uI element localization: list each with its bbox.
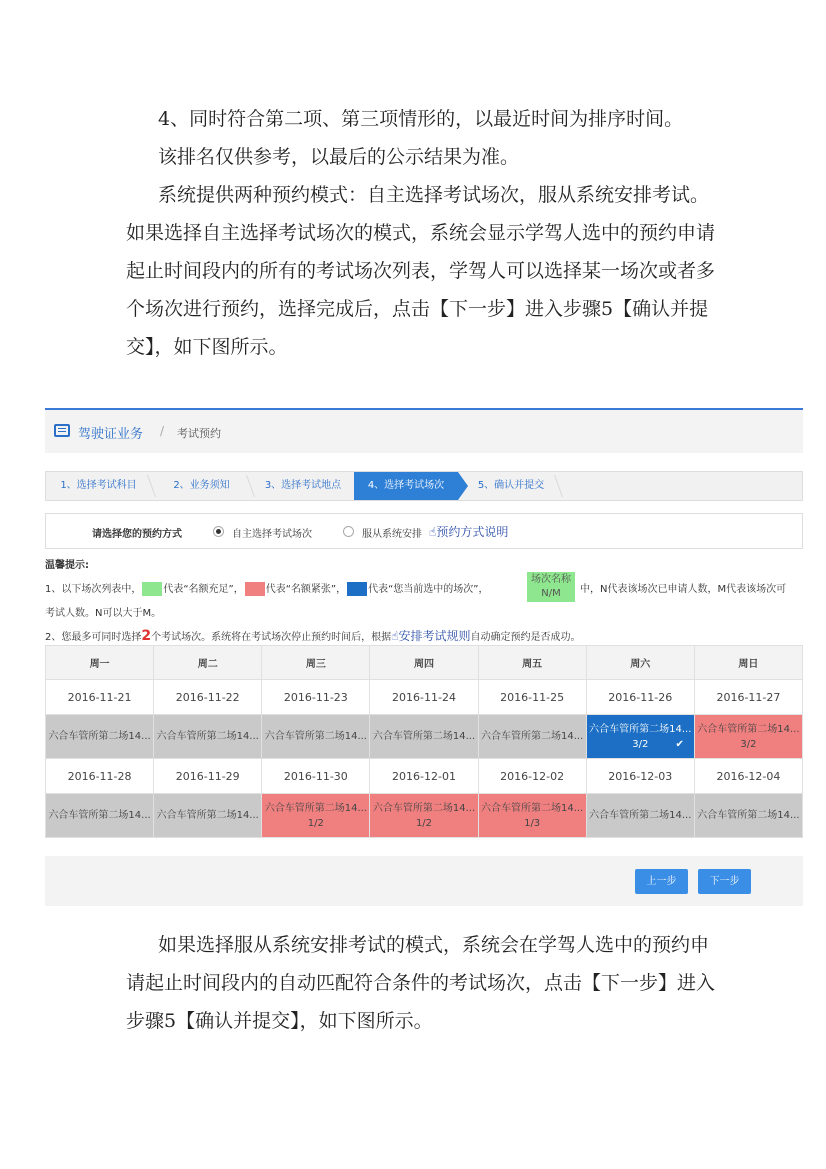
session-slot-selected[interactable]: [586, 715, 694, 759]
step-3[interactable]: [253, 472, 353, 500]
legend-sample-nm: N/M: [541, 588, 561, 599]
date-cell: 2016-11-30: [262, 759, 370, 794]
date-cell: 2016-11-28: [46, 759, 154, 794]
session-slot[interactable]: [262, 794, 370, 838]
session-slot[interactable]: [586, 794, 694, 838]
breadcrumb-separator: /: [160, 424, 165, 438]
weekday-thu: 周四: [370, 646, 478, 680]
rule-link[interactable]: ☝安排考试规则: [391, 629, 471, 643]
tip-text: 代表“名额紧张”，: [265, 584, 347, 595]
green-swatch: [142, 582, 162, 596]
step-4-label: 4、选择考试场次: [367, 480, 445, 491]
step-1-label: 1、选择考试科目: [60, 480, 137, 491]
step-1[interactable]: [46, 472, 151, 500]
prev-button[interactable]: 上一步: [635, 869, 688, 894]
session-slot[interactable]: [154, 794, 262, 838]
tip-text: 1、以下场次列表中，: [45, 584, 142, 595]
date-cell: 2016-12-04: [694, 759, 802, 794]
session-slot[interactable]: [46, 715, 154, 759]
session-name: 六合车管所第二场14...: [697, 723, 800, 735]
schedule-table: [45, 645, 803, 838]
tip-line-1b: 考试人数。N可以大于M。: [45, 608, 162, 619]
session-name: 六合车管所第二场14...: [589, 723, 692, 735]
mode-help-link[interactable]: ☝预约方式说明: [429, 525, 509, 539]
session-name: 六合车管所第二场14...: [48, 731, 151, 742]
step-bar: [45, 471, 803, 501]
session-count: 1/2: [307, 817, 324, 829]
tip-line-2: [45, 627, 580, 644]
booking-mode-label: 请选择您的预约方式: [92, 529, 182, 540]
tip-text: 代表“您当前选中的场次”，: [368, 584, 489, 595]
paragraph-3: 系统提供两种预约模式：自主选择考试场次，服从系统安排考试。如果选择自主选择考试场次的模式，系统会显示学驾人选中的预约申请起止时间段内的所有的考试场次列表，学驾人可以选择某一场次或者多个场次进行预约，选择完成后，点击【下一步】进入步骤5【确认并提交】，如下图所示。: [126, 184, 716, 358]
session-name: 六合车管所第二场14...: [264, 731, 367, 742]
paragraph-2: 该排名仅供参考，以最后的公示结果为准。: [158, 146, 520, 168]
session-name: 六合车管所第二场14...: [264, 802, 367, 814]
radio-system-assign[interactable]: [343, 526, 354, 537]
weekday-sun: 周日: [694, 646, 802, 680]
action-bar: [45, 856, 803, 906]
breadcrumb-title[interactable]: 驾驶证业务: [78, 427, 144, 442]
paragraph-1: 4、同时符合第二项、第三项情形的，以最近时间为排序时间。: [158, 108, 684, 130]
session-name: 六合车管所第二场14...: [48, 810, 151, 821]
table-row: [46, 680, 803, 715]
date-cell: 2016-11-21: [46, 680, 154, 715]
step-2-label: 2、业务须知: [173, 480, 230, 491]
radio-self-select-label[interactable]: 自主选择考试场次: [232, 529, 312, 540]
tip-text: 自动确定预约是否成功。: [470, 632, 581, 643]
breadcrumb-current: 考试预约: [177, 427, 221, 440]
step-4[interactable]: [354, 472, 458, 500]
session-slot[interactable]: [478, 715, 586, 759]
session-slot[interactable]: [478, 794, 586, 838]
session-slot[interactable]: [694, 715, 802, 759]
breadcrumb: [45, 408, 803, 453]
session-slot[interactable]: [694, 794, 802, 838]
step-3-label: 3、选择考试地点: [264, 480, 342, 491]
check-icon: ✔: [675, 739, 684, 750]
session-count: 3/2: [632, 738, 649, 750]
tip-line-1: [45, 580, 489, 596]
session-name: 六合车管所第二场14...: [697, 810, 800, 821]
mode-help-link-text: 预约方式说明: [436, 525, 509, 539]
step-5-label: 5、确认并提交: [477, 480, 545, 491]
tip-text: 代表“名额充足”，: [163, 584, 244, 595]
radio-self-select[interactable]: [213, 526, 224, 537]
date-cell: 2016-11-26: [586, 680, 694, 715]
date-cell: 2016-11-24: [370, 680, 478, 715]
screenshot-panel: [45, 408, 803, 906]
legend-sample: [527, 572, 575, 602]
date-cell: 2016-12-02: [478, 759, 586, 794]
date-cell: 2016-11-27: [694, 680, 802, 715]
session-slot[interactable]: [154, 715, 262, 759]
weekday-sat: 周六: [586, 646, 694, 680]
date-cell: 2016-11-29: [154, 759, 262, 794]
weekday-tue: 周二: [154, 646, 262, 680]
tips-title: 温馨提示:: [45, 560, 89, 571]
table-row: [46, 794, 803, 838]
step-5[interactable]: [466, 472, 556, 500]
session-count: 1/2: [415, 817, 433, 829]
next-button[interactable]: 下一步: [698, 869, 751, 894]
paragraph-4: 如果选择服从系统安排考试的模式，系统会在学驾人选中的预约申请起止时间段内的自动匹配符合条件的考试场次，点击【下一步】进入步骤5【确认并提交】，如下图所示。: [126, 934, 716, 1032]
date-cell: 2016-12-01: [370, 759, 478, 794]
session-name: 六合车管所第二场14...: [481, 731, 584, 742]
session-slot[interactable]: [46, 794, 154, 838]
session-name: 六合车管所第二场14...: [481, 802, 584, 814]
blue-swatch: [347, 582, 367, 596]
session-name: 六合车管所第二场14...: [156, 731, 259, 742]
session-count: 3/2: [740, 738, 757, 750]
table-row: [46, 759, 803, 794]
step-2[interactable]: [154, 472, 249, 500]
session-slot[interactable]: [262, 715, 370, 759]
weekday-mon: 周一: [46, 646, 154, 680]
date-cell: 2016-11-22: [154, 680, 262, 715]
tip-text: 2、您最多可同时选择: [45, 632, 142, 643]
session-name: 六合车管所第二场14...: [589, 810, 692, 821]
date-cell: 2016-11-23: [262, 680, 370, 715]
tip-line-1-end: 中，N代表该场次已申请人数，M代表该场次可: [580, 584, 787, 595]
max-count: 2: [141, 628, 152, 644]
list-icon: [54, 424, 70, 437]
weekday-fri: 周五: [478, 646, 586, 680]
radio-system-assign-label[interactable]: 服从系统安排: [362, 529, 422, 540]
session-name: 六合车管所第二场14...: [372, 731, 476, 742]
rule-link-text: 安排考试规则: [398, 629, 471, 643]
red-swatch: [245, 582, 265, 596]
weekday-wed: 周三: [262, 646, 370, 680]
session-slot[interactable]: [370, 794, 478, 838]
table-row: [46, 715, 803, 759]
session-slot[interactable]: [370, 715, 478, 759]
booking-mode-row: [45, 513, 803, 549]
date-cell: 2016-12-03: [586, 759, 694, 794]
legend-sample-name: 场次名称: [531, 574, 571, 585]
session-name: 六合车管所第二场14...: [372, 802, 476, 814]
session-name: 六合车管所第二场14...: [156, 810, 259, 821]
weekday-header: [46, 646, 803, 680]
session-count: 1/3: [524, 817, 541, 829]
tip-text: 个考试场次。系统将在考试场次停止预约时间后，根据: [151, 632, 392, 643]
date-cell: 2016-11-25: [478, 680, 586, 715]
